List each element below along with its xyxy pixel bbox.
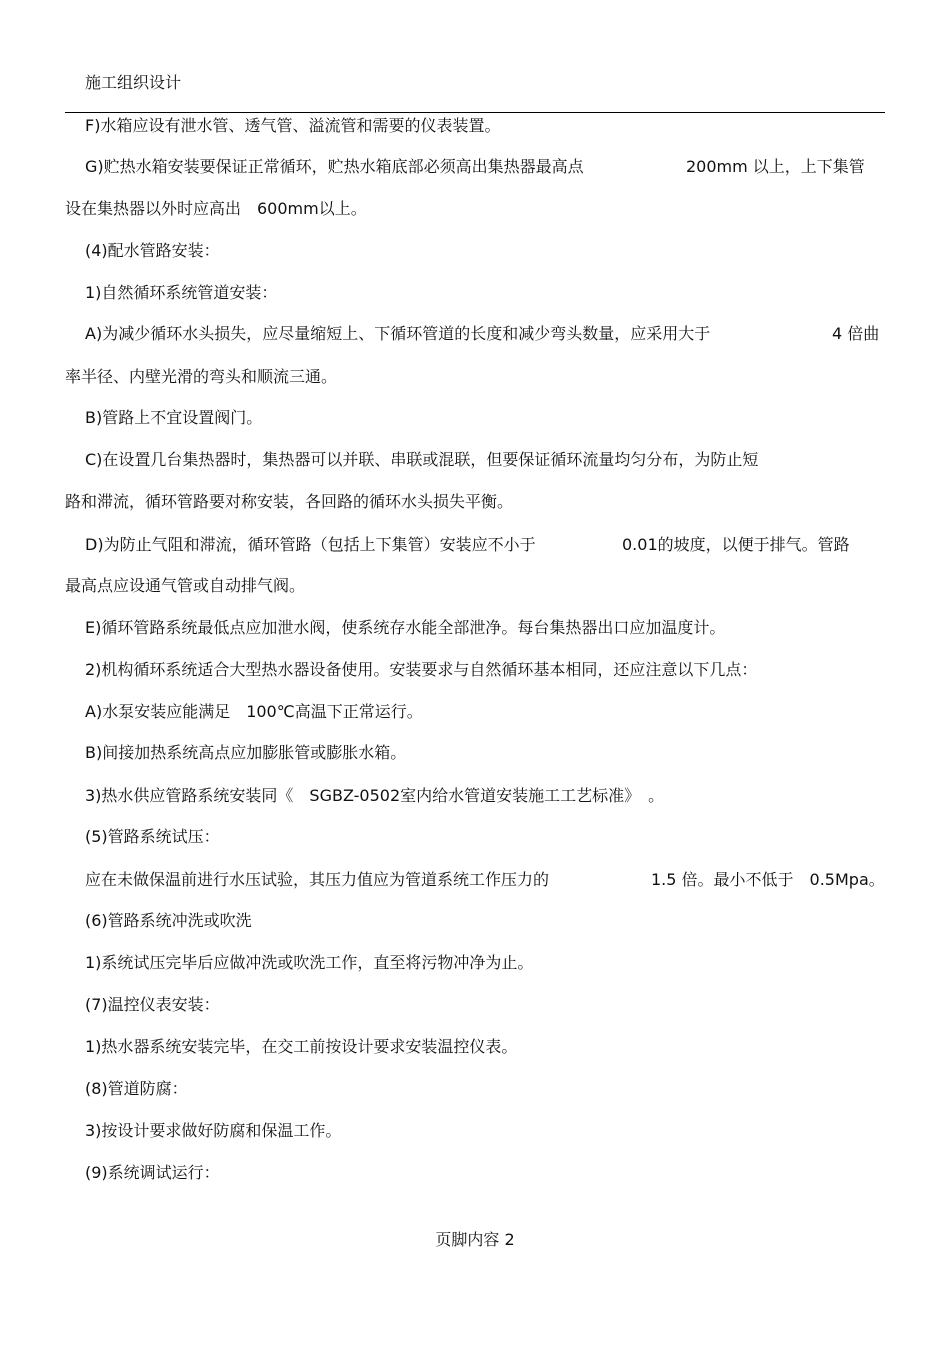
page-header-title: 施工组织设计	[85, 73, 182, 92]
text-line-b: B)管路上不宜设置阀门。	[85, 408, 263, 427]
text-line-g1-tail: 200mm 以上，上下集管	[686, 157, 865, 176]
section-heading-9: (9)系统调试运行：	[85, 1163, 220, 1182]
page-footer: 页脚内容 2	[435, 1230, 515, 1249]
header-divider	[65, 112, 885, 113]
section-heading-6: (6)管路系统冲洗或吹洗	[85, 911, 252, 930]
section-heading-5: (5)管路系统试压：	[85, 827, 220, 846]
text-line-pressure-test-tail: 1.5 倍。最小不低于 0.5Mpa。	[651, 870, 885, 889]
text-line-d1: D)为防止气阻和滞流，循环管路（包括上下集管）安装应不小于	[85, 535, 536, 554]
text-line-c2: 路和滞流，循环管路要对称安装，各回路的循环水头损失平衡。	[65, 492, 514, 511]
text-line-d1-tail: 0.01的坡度，以便于排气。管路	[622, 535, 850, 554]
text-line-c1: C)在设置几台集热器时，集热器可以并联、串联或混联，但要保证循环流量均匀分布，为防止短	[85, 450, 759, 469]
section-heading-4: (4)配水管路安装：	[85, 241, 220, 260]
section-heading-7: (7)温控仪表安装：	[85, 995, 220, 1014]
text-line-g2: 设在集热器以外时应高出 600mm以上。	[65, 199, 367, 218]
text-line-anticorrosion: 3)按设计要求做好防腐和保温工作。	[85, 1121, 342, 1140]
text-line-g1: G)贮热水箱安装要保证正常循环，贮热水箱底部必须高出集热器最高点	[85, 157, 584, 176]
section-heading-8: (8)管道防腐：	[85, 1079, 188, 1098]
text-line-mechanical-circulation: 2)机构循环系统适合大型热水器设备使用。安装要求与自然循环基本相同，还应注意以下几点：	[85, 660, 758, 679]
text-line-natural-circulation: 1)自然循环系统管道安装：	[85, 283, 278, 302]
text-line-hot-water-standard: 3)热水供应管路系统安装同《 SGBZ-0502室内给水管道安装施工工艺标准》 。	[85, 786, 665, 805]
text-line-d2: 最高点应设通气管或自动排气阀。	[65, 576, 306, 595]
text-line-flushing: 1)系统试压完毕后应做冲洗或吹洗工作，直至将污物冲净为止。	[85, 953, 534, 972]
text-line-a2: 率半径、内壁光滑的弯头和顺流三通。	[65, 367, 338, 386]
text-line-e: E)循环管路系统最低点应加泄水阀，使系统存水能全部泄净。每台集热器出口应加温度计。	[85, 618, 726, 637]
text-line-pump: A)水泵安装应能满足 100℃高温下正常运行。	[85, 702, 423, 721]
text-line-a1: A)为减少循环水头损失，应尽量缩短上、下循环管道的长度和减少弯头数量，应采用大于	[85, 324, 711, 343]
text-line-f: F)水箱应设有泄水管、透气管、溢流管和需要的仪表装置。	[85, 116, 501, 135]
text-line-expansion: B)间接加热系统高点应加膨胀管或膨胀水箱。	[85, 743, 407, 762]
text-line-thermostat: 1)热水器系统安装完毕，在交工前按设计要求安装温控仪表。	[85, 1037, 518, 1056]
text-line-pressure-test: 应在未做保温前进行水压试验，其压力值应为管道系统工作压力的	[85, 870, 550, 889]
text-line-a1-tail: 4 倍曲	[832, 324, 880, 343]
